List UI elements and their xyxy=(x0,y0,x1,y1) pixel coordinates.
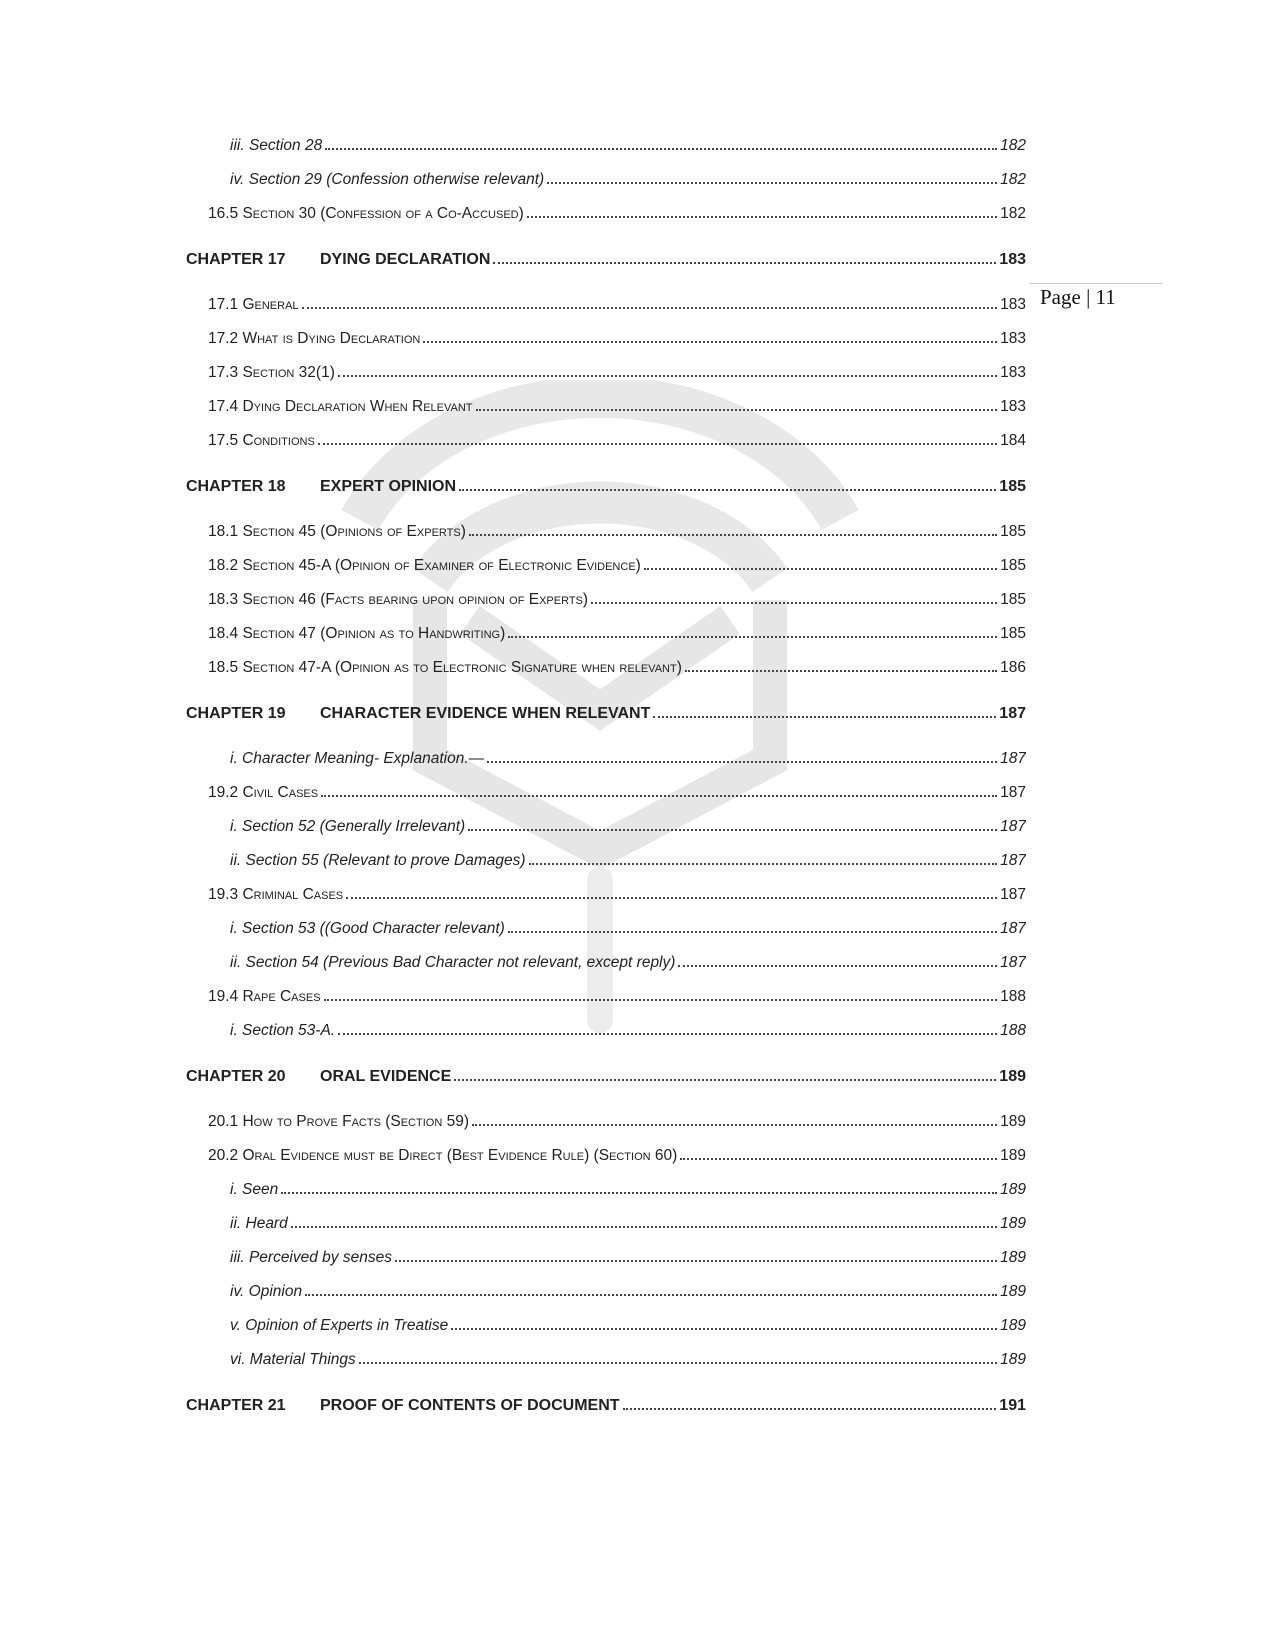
entry-page-number: 182 xyxy=(1000,171,1026,188)
entry-page-number: 187 xyxy=(1000,920,1026,937)
dot-leader xyxy=(451,1328,997,1330)
entry-title: 20.1 How to Prove Facts (Section 59) xyxy=(208,1113,469,1130)
dot-leader xyxy=(281,1192,997,1194)
entry-title: 17.3 Section 32(1) xyxy=(208,364,335,381)
entry-title: iv. Opinion xyxy=(230,1283,303,1300)
dot-leader xyxy=(305,1294,997,1296)
entry-title: iii. Section 28 xyxy=(230,137,323,154)
entry-title: i. Section 53 ((Good Character relevant) xyxy=(230,920,505,937)
dot-leader xyxy=(291,1226,997,1228)
entry-page-number: 189 xyxy=(1000,1147,1026,1164)
toc-chapter-entry[interactable] xyxy=(186,1060,1026,1094)
toc-chapter-entry[interactable] xyxy=(186,243,1026,277)
dot-leader xyxy=(547,182,997,184)
dot-leader xyxy=(459,489,996,491)
toc-entry[interactable] xyxy=(186,1275,1026,1309)
entry-title: 19.3 Criminal Cases xyxy=(208,886,344,903)
toc-entry[interactable] xyxy=(186,515,1026,549)
entry-title: iv. Section 29 (Confession otherwise relevant) xyxy=(230,171,545,188)
entry-page-number: 191 xyxy=(999,1397,1026,1414)
entry-title: 20.2 Oral Evidence must be Direct (Best Evidence Rule) (Section 60) xyxy=(208,1147,678,1164)
entry-title: CHARACTER EVIDENCE WHEN RELEVANT xyxy=(320,705,651,722)
entry-page-number: 185 xyxy=(1000,591,1026,608)
toc-entry[interactable] xyxy=(186,742,1026,776)
dot-leader xyxy=(454,1079,996,1081)
entry-page-number: 186 xyxy=(1000,659,1026,676)
toc-entry[interactable] xyxy=(186,776,1026,810)
dot-leader xyxy=(487,761,997,763)
toc-entry[interactable] xyxy=(186,1207,1026,1241)
entry-title: 17.1 General xyxy=(208,296,299,313)
footer-rule xyxy=(1030,283,1162,284)
dot-leader xyxy=(321,795,997,797)
dot-leader xyxy=(527,216,997,218)
toc-entry[interactable] xyxy=(186,912,1026,946)
entry-title: iii. Perceived by senses xyxy=(230,1249,392,1266)
dot-leader xyxy=(468,829,997,831)
chapter-number: CHAPTER 19 xyxy=(186,705,286,722)
entry-page-number: 183 xyxy=(1000,296,1026,313)
dot-leader xyxy=(508,636,997,638)
entry-page-number: 189 xyxy=(1000,1317,1026,1334)
entry-page-number: 183 xyxy=(1000,398,1026,415)
entry-page-number: 189 xyxy=(1000,1249,1026,1266)
toc-chapter-entry[interactable] xyxy=(186,1389,1026,1423)
entry-page-number: 184 xyxy=(1000,432,1026,449)
entry-page-number: 185 xyxy=(999,478,1026,495)
dot-leader xyxy=(395,1260,997,1262)
dot-leader xyxy=(685,670,997,672)
toc-entry[interactable] xyxy=(186,878,1026,912)
entry-title: 18.1 Section 45 (Opinions of Experts) xyxy=(208,523,466,540)
toc-entry[interactable] xyxy=(186,424,1026,458)
chapter-number: CHAPTER 17 xyxy=(186,251,286,268)
entry-title: 17.4 Dying Declaration When Relevant xyxy=(208,398,473,415)
table-of-contents xyxy=(186,129,1026,1434)
toc-chapter-entry[interactable] xyxy=(186,697,1026,731)
entry-page-number: 182 xyxy=(1000,137,1026,154)
entry-title: PROOF OF CONTENTS OF DOCUMENT xyxy=(320,1397,620,1414)
entry-page-number: 189 xyxy=(1000,1351,1026,1368)
toc-entry[interactable] xyxy=(186,197,1026,231)
toc-entry[interactable] xyxy=(186,288,1026,322)
toc-entry[interactable] xyxy=(186,810,1026,844)
entry-page-number: 183 xyxy=(1000,330,1026,347)
chapter-number: CHAPTER 18 xyxy=(186,478,286,495)
dot-leader xyxy=(302,307,998,309)
entry-title: 17.2 What is Dying Declaration xyxy=(208,330,421,347)
chapter-number: CHAPTER 20 xyxy=(186,1068,286,1085)
dot-leader xyxy=(653,716,996,718)
entry-title: 17.5 Conditions xyxy=(208,432,315,449)
dot-leader xyxy=(338,375,997,377)
dot-leader xyxy=(472,1124,997,1126)
entry-title: ii. Section 54 (Previous Bad Character not relevant, except reply) xyxy=(230,954,676,971)
dot-leader xyxy=(423,341,997,343)
toc-entry[interactable] xyxy=(186,583,1026,617)
toc-chapter-entry[interactable] xyxy=(186,470,1026,504)
dot-leader xyxy=(680,1158,997,1160)
dot-leader xyxy=(476,409,998,411)
toc-entry[interactable] xyxy=(186,1139,1026,1173)
entry-title: 19.4 Rape Cases xyxy=(208,988,321,1005)
toc-entry[interactable] xyxy=(186,651,1026,685)
toc-entry[interactable] xyxy=(186,1105,1026,1139)
entry-title: vi. Material Things xyxy=(230,1351,356,1368)
dot-leader xyxy=(338,1033,997,1035)
entry-page-number: 189 xyxy=(1000,1215,1026,1232)
entry-page-number: 189 xyxy=(1000,1181,1026,1198)
entry-title: 18.3 Section 46 (Facts bearing upon opinion of Experts) xyxy=(208,591,589,608)
entry-title: 19.2 Civil Cases xyxy=(208,784,319,801)
dot-leader xyxy=(318,443,997,445)
entry-title: i. Seen xyxy=(230,1181,279,1198)
dot-leader xyxy=(324,999,998,1001)
dot-leader xyxy=(591,602,997,604)
entry-page-number: 189 xyxy=(999,1068,1026,1085)
dot-leader xyxy=(325,148,997,150)
entry-title: 18.2 Section 45-A (Opinion of Examiner of Electronic Evidence) xyxy=(208,557,641,574)
entry-page-number: 185 xyxy=(1000,523,1026,540)
entry-page-number: 187 xyxy=(1000,954,1026,971)
entry-title: ii. Section 55 (Relevant to prove Damages) xyxy=(230,852,526,869)
page-number: Page | 11 xyxy=(1040,285,1116,309)
entry-page-number: 187 xyxy=(1000,750,1026,767)
entry-title: 18.4 Section 47 (Opinion as to Handwriting) xyxy=(208,625,506,642)
dot-leader xyxy=(469,534,997,536)
entry-page-number: 182 xyxy=(1000,205,1026,222)
entry-page-number: 187 xyxy=(1000,852,1026,869)
entry-title: ii. Heard xyxy=(230,1215,288,1232)
toc-entry[interactable] xyxy=(186,617,1026,651)
toc-entry[interactable] xyxy=(186,549,1026,583)
entry-title: 18.5 Section 47-A (Opinion as to Electronic Signature when relevant) xyxy=(208,659,682,676)
dot-leader xyxy=(623,1408,997,1410)
entry-page-number: 187 xyxy=(1000,886,1026,903)
toc-entry[interactable] xyxy=(186,980,1026,1014)
entry-page-number: 187 xyxy=(1000,784,1026,801)
toc-entry[interactable] xyxy=(186,1173,1026,1207)
entry-title: 16.5 Section 30 (Confession of a Co-Accused) xyxy=(208,205,524,222)
toc-entry[interactable] xyxy=(186,1241,1026,1275)
dot-leader xyxy=(529,863,998,865)
chapter-number: CHAPTER 21 xyxy=(186,1397,286,1414)
entry-title: i. Section 52 (Generally Irrelevant) xyxy=(230,818,466,835)
toc-entry[interactable] xyxy=(186,322,1026,356)
toc-entry[interactable] xyxy=(186,844,1026,878)
entry-page-number: 188 xyxy=(1000,1022,1026,1039)
toc-entry[interactable] xyxy=(186,1309,1026,1343)
entry-page-number: 185 xyxy=(1000,625,1026,642)
entry-page-number: 187 xyxy=(1000,818,1026,835)
dot-leader xyxy=(644,568,997,570)
dot-leader xyxy=(678,965,997,967)
entry-title: DYING DECLARATION xyxy=(320,251,491,268)
entry-title: i. Section 53-A. xyxy=(230,1022,336,1039)
dot-leader xyxy=(493,262,996,264)
toc-entry[interactable] xyxy=(186,356,1026,390)
entry-page-number: 187 xyxy=(999,705,1026,722)
dot-leader xyxy=(508,931,997,933)
entry-title: EXPERT OPINION xyxy=(320,478,457,495)
toc-entry[interactable] xyxy=(186,129,1026,163)
entry-title: ORAL EVIDENCE xyxy=(320,1068,452,1085)
toc-entry[interactable] xyxy=(186,1343,1026,1377)
entry-page-number: 189 xyxy=(1000,1283,1026,1300)
entry-page-number: 188 xyxy=(1000,988,1026,1005)
toc-entry[interactable] xyxy=(186,946,1026,980)
entry-page-number: 183 xyxy=(1000,364,1026,381)
entry-title: v. Opinion of Experts in Treatise xyxy=(230,1317,449,1334)
entry-page-number: 189 xyxy=(1000,1113,1026,1130)
entry-page-number: 185 xyxy=(1000,557,1026,574)
dot-leader xyxy=(359,1362,997,1364)
toc-entry[interactable] xyxy=(186,163,1026,197)
dot-leader xyxy=(346,897,997,899)
toc-entry[interactable] xyxy=(186,1014,1026,1048)
entry-page-number: 183 xyxy=(999,251,1026,268)
entry-title: i. Character Meaning- Explanation.— xyxy=(230,750,485,767)
toc-entry[interactable] xyxy=(186,390,1026,424)
